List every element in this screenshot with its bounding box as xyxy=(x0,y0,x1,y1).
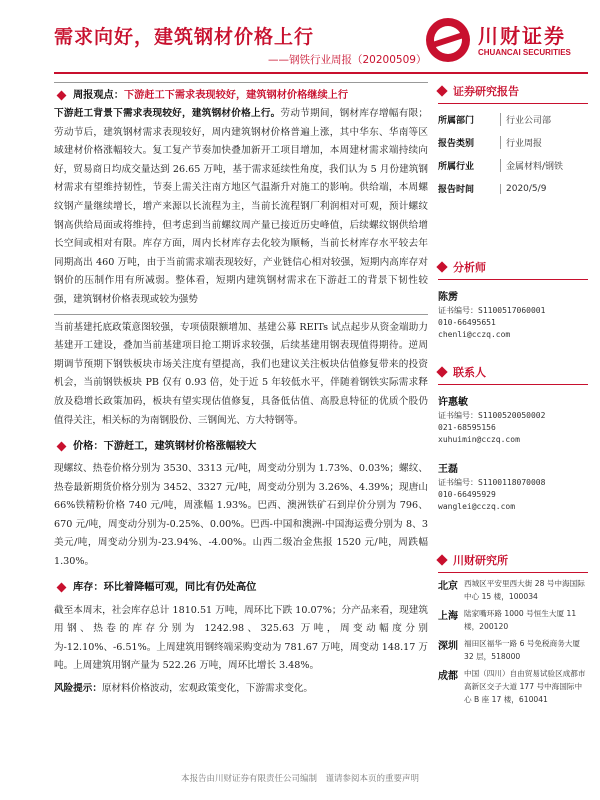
contact-cert: 证书编号：S1100520050002 xyxy=(438,411,546,420)
report-subtitle: ——钢铁行业周报（20200509） xyxy=(268,54,427,66)
price-label: 价格： xyxy=(73,439,104,452)
company-logo xyxy=(426,16,586,66)
viewpoint-label: 周报观点： xyxy=(73,88,124,101)
sidebar xyxy=(438,80,588,706)
office-shenzhen: 深圳 福田区福华一路 6 号免税商务大厦 32 层，518000 xyxy=(438,639,580,661)
price-text: 下游赶工，建筑钢材价格涨幅较大 xyxy=(103,439,257,452)
info-row-industry: 所属行业 金属材料/钢铁 xyxy=(438,154,588,177)
office-shanghai: 上海 陆家嘴环路 1000 号恒生大厦 11 楼，200120 xyxy=(438,609,577,631)
info-row-date: 报告时间 2020/5/9 xyxy=(438,183,547,195)
diamond-bullet-icon xyxy=(436,554,447,565)
analyst-name: 陈雳 xyxy=(438,292,458,303)
contact-name: 许惠敏 xyxy=(438,397,468,408)
inventory-text: 环比着降幅可观，同比有仍处高位 xyxy=(103,581,257,594)
contact-cert: 证书编号：S1100118070008 xyxy=(438,478,546,487)
contact-phone: 010-66495929 xyxy=(438,490,496,499)
logo-mark-icon xyxy=(426,18,470,62)
report-info-heading: 证券研究报告 xyxy=(438,80,588,102)
contact-email[interactable]: wanglei@cczq.com xyxy=(438,502,516,511)
risk-label: 风险提示： xyxy=(54,683,102,695)
summary-box xyxy=(54,82,428,315)
analyst-heading: 分析师 xyxy=(438,256,588,278)
analyst-phone: 010-66495651 xyxy=(438,318,496,327)
diamond-bullet-icon xyxy=(57,441,67,451)
analyst-cert: 证书编号：S1100517060001 xyxy=(438,306,546,315)
report-title: 需求向好，建筑钢材价格上行 xyxy=(54,26,315,48)
contact-phone: 021-68595156 xyxy=(438,423,496,432)
diamond-bullet-icon xyxy=(436,85,447,96)
logo-name-en: CHUANCAI SECURITIES xyxy=(478,48,571,57)
diamond-bullet-icon xyxy=(436,366,447,377)
inventory-heading xyxy=(54,578,428,598)
contact-heading: 联系人 xyxy=(438,361,588,383)
page-footer: 本报告由川财证券有限责任公司编制 谨请参阅本页的重要声明 xyxy=(180,774,419,784)
offices-heading: 川财研究所 xyxy=(438,549,588,571)
logo-name-cn: 川财证券 xyxy=(478,24,566,48)
investment-paragraph: 当前基建托底政策意图较强，专项债限额增加、基建公募 REITs 试点起步从资金端助力基建开工建设，叠加当前基建项目抢工期诉求较强，后续基建用钢表现值得期待。逆周期调节预期下钢铁板块市场关注度有望提高，我们也建议关注板块估值修复带来的投资机会，当前钢铁板块 PB 仅有 0.93 倍，处于近 5 年较低水平，伴随着钢铁实际需求释放及稳增长政策加码，板块有望实现估值修复，具备低估值、高股息特征的优质个股仍值得关注，相关标的为南钢股份、三钢闽光、方大特钢等。 xyxy=(54,321,428,426)
analyst-email[interactable]: chenli@cczq.com xyxy=(438,330,511,339)
risk-text: 原材料价格波动，宏观政策变化，下游需求变化。 xyxy=(101,683,314,695)
summary-text: 劳动节期间，钢材库存增幅有限；劳动节后，建筑钢材需求表现较好，周内建筑钢材价格普遍上涨，其中华东、华南等区域建材价格涨幅较大。复工复产节奏加快叠加新开工项目增加，本周建材需求端持续向好，贸易商日均成交量达到 26.65 万吨，基于需求延续性角度，我们认为 5 月份建筑钢材需求有望维持韧性，节奏上需关注南方地区气温渐升对施工的影响。供给端，本周螺纹钢产量继续增长，增产来源以长流程为主，当前长流程钢厂利润相对可观，预计螺纹钢高供给局面或将维持，但考虑到当前螺纹周产量已接近历史峰值，后续螺纹钢供给增长空间或相对有限。库存方面，周内长材库存去化较为顺畅，当前长材库存水平较去年同期高出 460 万吨，由于当前需求端表现较好，产业链信心相对较强，短期内高库存对钢价的压制作用有所减弱。整体看，短期内建筑钢材需求在下游赶工的背景下韧性较强，建筑钢材价格表现或较为强势 xyxy=(54,108,429,305)
contact-name: 王磊 xyxy=(438,464,458,475)
diamond-bullet-icon xyxy=(436,261,447,272)
contact-email[interactable]: xuhuimin@cczq.com xyxy=(438,435,520,444)
analyst-card xyxy=(438,288,588,341)
summary-bold: 下游赶工背景下需求表现较好，建筑钢材价格上行。 xyxy=(54,108,281,119)
inventory-paragraph: 截至本周末，社会库存总计 1810.51 万吨，周环比下跌 10.07%；分产品来看，现建筑用钢、热卷的库存分别为 1242.98、325.63 万吨，周变动幅度分别为-12.10%、-6.51%。上周建筑用钢终端采购变动为 781.67 万吨，周变动 148.17 万吨。上周建筑用钢产量为 522.26 万吨，周环比增长 3.48%。 xyxy=(54,604,428,672)
info-row-department: 所属部门 行业公司部 xyxy=(438,108,588,131)
header-divider xyxy=(54,72,588,74)
info-row-category: 报告类别 行业周报 xyxy=(438,131,588,154)
main-content xyxy=(54,80,428,699)
inventory-label: 库存： xyxy=(73,581,104,594)
office-beijing: 北京 西城区平安里西大街 28 号中海国际中心 15 楼，100034 xyxy=(438,579,585,601)
diamond-bullet-icon xyxy=(57,583,67,593)
risk-paragraph xyxy=(54,680,428,699)
summary-paragraph xyxy=(54,105,428,310)
viewpoint-text: 下游赶工下需求表现较好，建筑钢材价格继续上行 xyxy=(123,88,349,101)
contact-card xyxy=(438,393,588,446)
office-chengdu: 成都 中国（四川）自由贸易试验区成都市高新区交子大道 177 号中海国际中心 B 座 17 楼，610041 xyxy=(438,669,586,704)
contact-card xyxy=(438,460,588,513)
price-heading xyxy=(54,436,428,456)
price-paragraph: 现螺纹、热卷价格分别为 3530、3313 元/吨，周变动分别为 1.73%、0.03%；螺纹、热卷最新期货价格分别为 3452、3327 元/吨，周变动分别为 3.26%、4.39%；现唐山 66%铁精粉价格 740 元/吨，周涨幅 1.93%。巴西、澳洲铁矿石到岸价分别为 796、670 元/吨，周变动分别为-0.25%、0.00%。巴西-中国和澳洲-中国海运费分别为 8、3 美元/吨，周变动分别为-23.94%、-4.00%。山西二级冶金焦报 1520 元/吨，周跌幅 1.30%。 xyxy=(54,463,428,568)
viewpoint-heading xyxy=(54,85,428,105)
diamond-bullet-icon xyxy=(57,90,67,100)
